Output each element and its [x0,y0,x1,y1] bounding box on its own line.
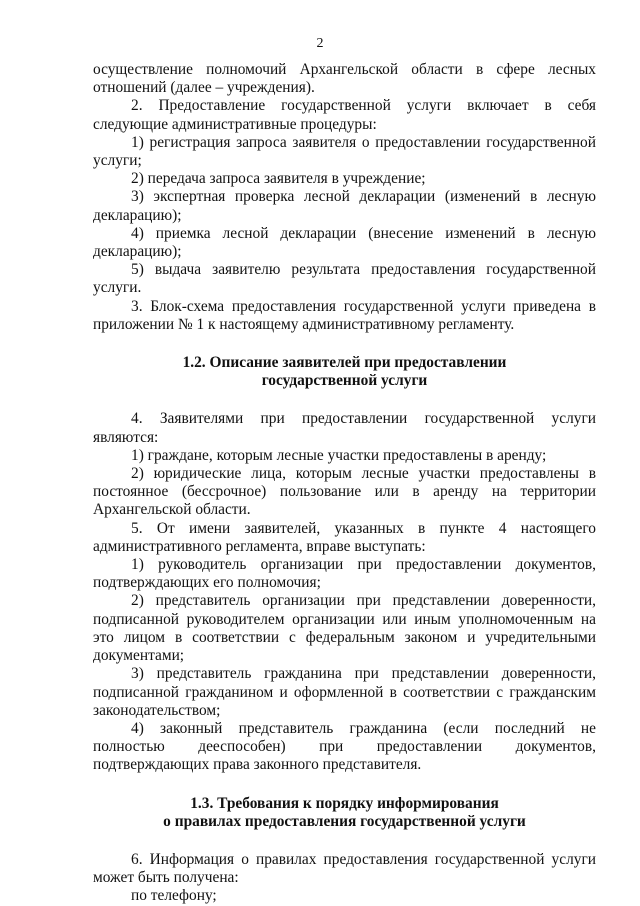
paragraph: 2. Предоставление государственной услуги включает в себя следующие административные процедуры: [93,97,596,133]
section-heading-line: о правилах предоставления государственной услуги [163,812,526,830]
list-item: 1) регистрация запроса заявителя о предоставлении государственной услуги; [93,133,596,170]
list-item: 2) юридические лица, которым лесные участки предоставлены в постоянное (бессрочное) пользование или в аренду на территории Архангельской области. [93,465,596,519]
section-heading-line: государственной услуги [261,372,428,390]
section-heading-line: 1.3. Требования к порядку информирования [190,794,499,812]
list-item: 2) представитель организации при представлении доверенности, подписанной руководителем организации или иным уполномоченным на это лицом в соответствии с федеральным законом и учредительными документами; [93,592,596,665]
paragraph: 6. Информация о правилах предоставления государственной услуги может быть получена: [93,850,596,887]
page-number: 2 [316,36,324,51]
list-item: 1) граждане, которым лесные участки предоставлены в аренду; [131,446,547,464]
list-item: 1) руководитель организации при предоставлении документов, подтверждающих его полномочия; [93,556,596,592]
list-item: 2) передача запроса заявителя в учреждение; [131,170,426,188]
paragraph: 4. Заявителями при предоставлении государственной услуги являются: [93,410,596,446]
list-item: 5) выдача заявителю результата предоставления государственной услуги. [93,261,596,297]
paragraph: 3. Блок-схема предоставления государственной услуги приведена в приложении № 1 к настоящему административному регламенту. [93,297,596,333]
document-body [93,61,596,906]
list-item: 3) экспертная проверка лесной декларации (изменений в лесную декларацию); [93,188,596,224]
paragraph: 5. От имени заявителей, указанных в пункте 4 настоящего административного регламента, вправе выступать: [93,519,596,555]
paragraph: осуществление полномочий Архангельской области в сфере лесных отношений (далее – учреждения). [93,61,596,97]
list-item: 3) представитель гражданина при представлении доверенности, подписанной гражданином и оформленной в соответствии с гражданским законодательством; [93,665,596,719]
list-item: по телефону; [131,887,217,905]
list-item: 4) законный представитель гражданина (если последний не полностью дееспособен) при предоставлении документов, подтверждающих права законного представителя. [93,719,596,774]
section-heading [93,354,596,390]
list-item: 4) приемка лесной декларации (внесение изменений в лесную декларацию); [93,224,596,261]
section-heading-line: 1.2. Описание заявителей при предоставлении [182,354,507,372]
section-heading [93,795,596,831]
